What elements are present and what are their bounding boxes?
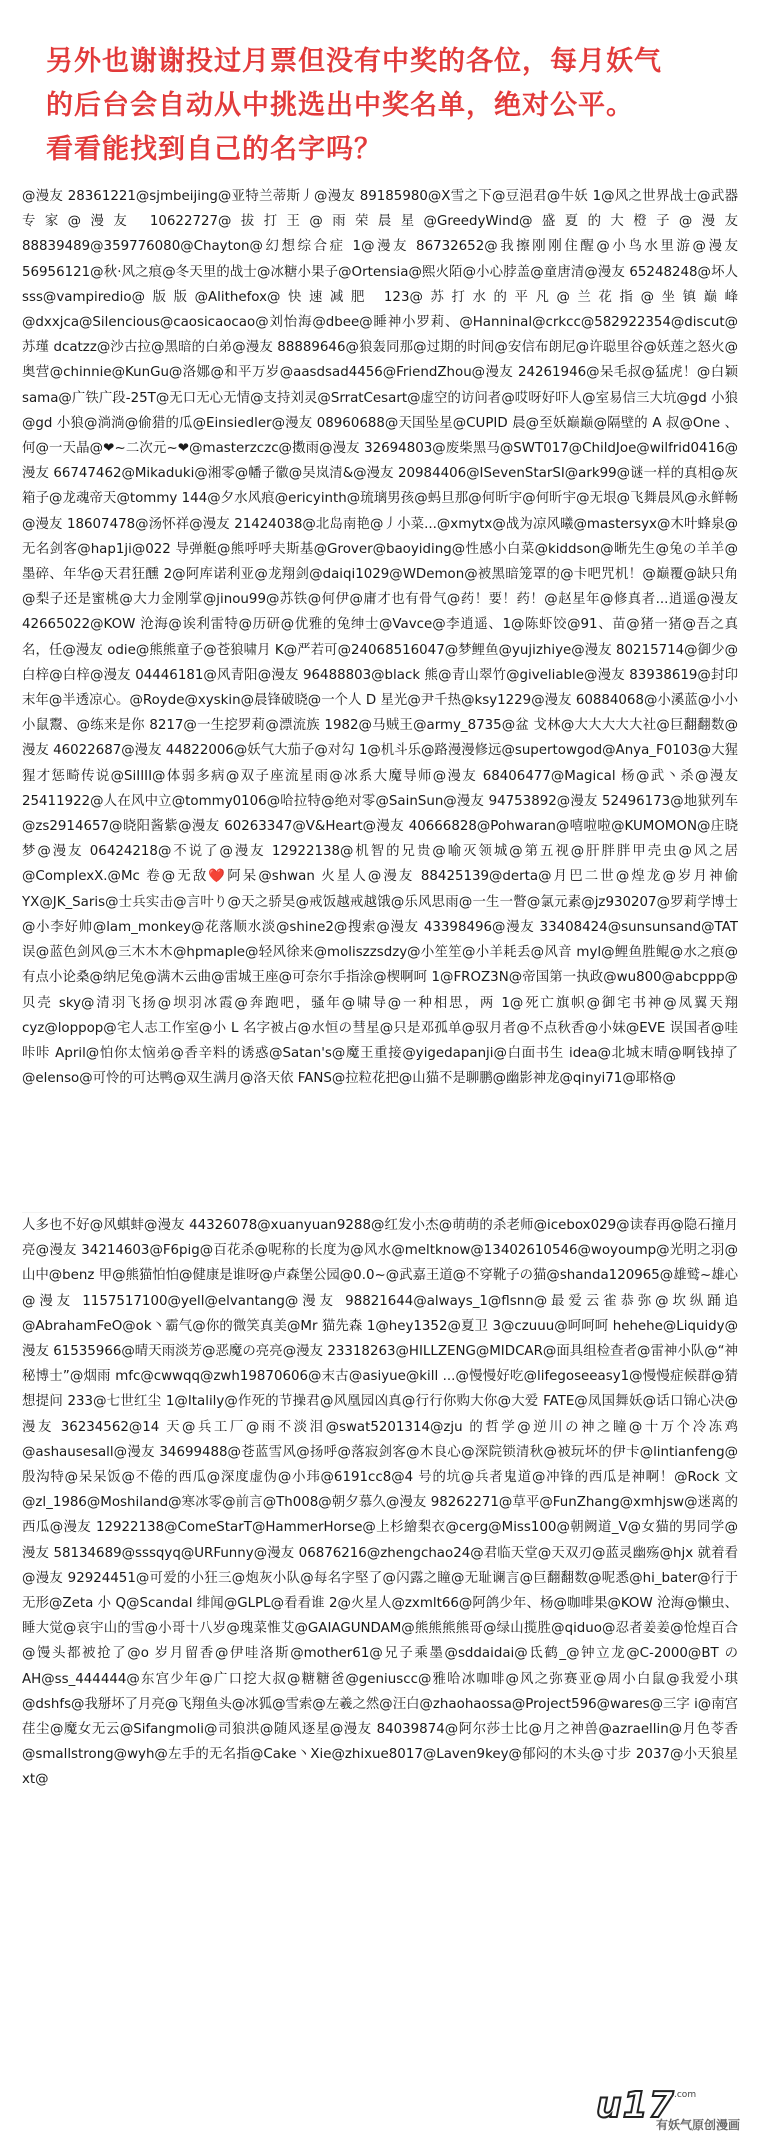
watermark-slogan: 有妖气原创漫画 bbox=[656, 2118, 741, 2132]
watermark-domain: .com bbox=[674, 2090, 697, 2100]
announcement-line-3: 看看能找到自己的名字吗？ bbox=[46, 134, 382, 165]
winner-names-block-1: @漫友 28361221@sjmbeijing@亚特兰蒂斯丿@漫友 89185980@X雪之下@豆浥君@牛妖 1@风之世界战士@武器专家@漫友 10622727@拔打王@雨荣晨星@GreedyWind@盛夏的大橙子@漫友 88839489@359776080@Chayton@幻想综合症 1@漫友 86732652@我擦刚刚住醒@小鸟水里游@漫友 56956121@秋·风之痕@冬天里的战士@冰糖小果子@Ortensia@熙火陌@小心脖盖@童唐清@漫友 65248248@坏人 sss@vampiredio@版版@Alithefox@快速减肥 123@苏打水的平凡@兰花指@坐镇巅峰@dxxjca@Silencious@caosicaocao@刘怡海@dbee@睡神小罗莉、@Hanninal@crkcc@582922354@discut@苏瑾 dcatzz@沙古拉@黑暗的白弟@漫友 88889646@狼轰同那@过期的时间@安信布朗尼@许聪里谷@妖莲之怒火@奥营@chinnie@KunGu@洛娜@和平万岁@aasdsad4456@FriendZhou@漫友 24261946@呆毛叔@猛虎！@白颖 sama@广铁广段-25T@无口无心无情@支持刘灵@SrratCesart@虚空的访问者@哎呀好吓人@室易信三大坑@gd 小狼@gd 小狼@淌淌@偷猎的瓜@Einsiedler@漫友 08960688@天国坠星@CUPID 晨@至妖巅巅@隔壁的 A 叔@One 、何@一天晶@❤~二次元~❤@masterzczc@擞雨@漫友 32694803@废柴黑马@SWT017@ChildJoe@wilfrid0416@漫友 66747462@Mikaduki@湘零@幡子徽@吴岚清&@漫友 20984406@ISevenStarSI@ark99@谜一样的真相@灰箱子@龙魂帝天@tommy 144@夕水风痕@ericyinth@琉璃男孩@蚂旦那@何昕宇@何昕宇@无垠@飞舞晨风@永鲜畅@漫友 18607478@汤怀祥@漫友 21424038@北岛南艳@丿小菜...@xmytx@战为凉风曦@mastersyx@木叶蜂泉@无名剑客@hap1ji@022 导弹艇@熊呼呼夫斯基@Grover@baoyiding@性感小白菜@kiddson@晰先生@兔の羊羊@墨碎、年华@天君狂醺 2@阿库诺利亚@龙翔剑@daiqi1029@WDemon@被黑暗笼罩的@卡吧咒机！@巅覆@缺只角@梨子还是蜜桃@大力金刚掌@jinou99@苏铁@何伊@庸才也有骨气@药！要！药！@赵星年@修真者...逍遥@漫友 42665022@KOW 沧海@诶利雷特@历研@优雅的兔绅士@Vavce@李逍遥、1@陈虾饺@91、苗@猪一猪@吾之真名，任@漫友 odie@熊熊童子@苍狼啸月 K@严若可@24068516047@梦鲤鱼@yujizhiye@漫友 80215714@御少@白梓@白梓@漫友 04446181@风青阳@漫友 96488803@black 熊@青山翠竹@giveliable@漫友 83938619@封印末年@半透凉心。@Royde@xyskin@晨锋破晓@一个人 D 星光@尹千热@ksy1229@漫友 60884068@小溪蓝@小小小鼠鬻、@练来是你 8217@一生挖罗莉@漂流族 1982@马贼王@army_8735@盆 戈林@大大大大大社@巨翻翻数@漫友 46022687@漫友 44822006@妖气大茄子@对勾 1@机斗乐@路漫漫修远@supertowgod@Anya_F0103@大猩猩才惩畸传说@SiIIII@体弱多病@双子座流星雨@冰系大魔导师@漫友 68406477@Magical 杨@武丶杀@漫友 25411922@人在风中立@tommy0106@哈拉特@绝对零@SainSun@漫友 94753892@漫友 52496173@地狱列车@zs2914657@晓阳酱紫@漫友 60263347@V&Heart@漫友 40666828@Pohwaran@嘻啦啦@KUMOMON@庄晓梦@漫友 06424218@不说了@漫友 12922138@机智的兄贵@喻灭领城@第五视@肝胖胖甲壳虫@风之居@ComplexX.@Mc 卷@无敌❤️阿呆@shwan 火星人@漫友 88425139@derta@月巴二世@煌龙@岁月神偷 YX@JK_Saris@士兵实击@言叶り@天之骄昊@戒饭越戒越饿@乐风思雨@一生一瞥@氯元素@jz930207@罗莉学博士@小李好帅@lam_monkey@花落顺水淡@shine2@搜索@漫友 43398496@漫友 33408424@sunsunsand@TAT 误@蓝色剑风@三木木木@hpmaple@轻风徐来@moliszzsdzy@小笙笙@小羊耗丢@风音 myl@鲤鱼胜鲲@水之痕@有点小论桑@纳尼兔@满木云曲@雷城王座@可奈尔手指涂@楔啊呵 1@FROZ3N@帝国第一执政@wu800@abcppp@贝壳 sky@清羽飞扬@坝羽冰霞@奔跑吧，骚年@啸导@一种相思，两 1@死亡旗帜@御宅书神@凤翼天翔 cyz@loppop@宅人志工作室@小 L 名字被占@水恒の彗星@只是邓孤单@驭月者@不点秋香@小妹@EVE 误国者@哇咔咔 April@怕你太恼弟@香辛料的诱惑@Satan's@魔王重接@yigedapanji@白面书生 idea@北城末晴@啊钱掉了@elenso@可怜的可达鸭@双生满月@洛天依 FANS@拉粒花把@山猫不是聊鹏@幽影神龙@qinyi71@耶格@ bbox=[22, 189, 738, 1087]
u17-watermark-logo bbox=[596, 2086, 746, 2132]
announcement-line-2: 的后台会自动从中挑选出中奖名单，绝对公平。 bbox=[46, 90, 634, 121]
watermark-mark: u17 bbox=[596, 2085, 675, 2126]
announcement-line-1: 另外也谢谢投过月票但没有中奖的各位，每月妖气 bbox=[46, 46, 662, 77]
announcement-header bbox=[46, 40, 736, 172]
winner-names-block-2: 人多也不好@风蜞蚌@漫友 44326078@xuanyuan9288@红发小杰@萌萌的杀老师@icebox029@读春再@隐石撞月亮@漫友 34214603@F6pig@百花杀@呢称的长度为@风水@meltknow@13402610546@woyoump@光明之羽@山中@benz 甲@熊猫怕怕@健康是谁呀@卢森堡公园@0.0~@武嘉王道@不穿靴子の猫@shanda120965@雄鹫~雄心@漫友 1157517100@yell@elvantang@漫友 98821644@always_1@flsnn@最爱云雀恭弥@坎纵踊追@AbrahamFeO@ok丶霸气@你的微笑真美@Mr 猫先森 1@hey1352@夏卫 3@czuuu@呵呵呵 hehehe@Liquidy@漫友 61535966@晴天雨淡芳@恶魔の亮亮@漫友 23318263@HILLZENG@MIDCAR@面具组检查者@雷神小队@“神秘博士”@烟雨 mfc@cwwqq@zwh19870606@末古@asiyue@kill ...@慢慢好吃@lifegoseeasy1@慢慢症候群@猜想提问 233@七世红尘 1@Italily@作死的节操君@风凰园凶真@行行你购大你@大爱 FATE@凤国舞妖@话口锦心决@漫友 36234562@14 天@兵工厂@雨不淡泪@swat5201314@zju 的哲学@逆川の神之瞳@十万个冷冻鸡@ashausesall@漫友 34699488@苍蓝雪风@扬呼@落寂剑客@木良心@深院锁清秋@被玩坏的伊卡@lintianfeng@殷沟特@呆呆饭@不倦的西瓜@深度虚伪@小玮@6191cc8@4 号的坑@兵者鬼道@冲锋的西瓜是神啊！@Rock 文@zl_1986@Moshiland@寒冰零@前言@Th008@朝夕慕久@漫友 98262271@草平@FunZhang@xmhjsw@迷离的西瓜@漫友 12922138@ComeStarT@HammerHorse@上杉繪梨衣@cerg@Miss100@朝阙道_V@女猫的男同学@漫友 58134689@sssqyq@URFunny@漫友 06876216@zhengchao24@君临天堂@天双刃@蓝灵幽殇@hjx 就着看@漫友 92924451@可爱的小狂三@炮灰小队@每名字堅了@闪露之瞳@无耻谰言@巨翻翻数@呢悉@hi_bater@行于无形@Zeta 小 Q@Scandal 绯闻@GLPL@看看谁 2@火星人@zxmlt66@阿鸽少年、杨@咖啡果@KOW 沧海@懒虫、睡大觉@哀宇山的雪@小哥十八岁@瑰菜惟艾@GAIAGUNDAM@熊熊熊熊哥@绿山揽胜@qiduo@忍者姜姜@怆煌百合@馒头都被抢了@o 岁月留香@伊哇洛斯@mother61@兄子乘墨@sddaidai@氐鹤_@钟立龙@C-2000@BT の AH@ss_444444@东宫少年@广口挖大叔@糖糖爸@geniuscc@雅哈冰咖啡@风之弥赛亚@周小白鼠@我爱小琪@dshfs@我掰坏了月亮@飞翔鱼头@冰狐@雪索@左羲之然@汪白@zhaohaossa@Project596@wares@三字 i@南宫荏尘@魔女无云@Sifangmoli@司狼洪@随风逐星@漫友 84039874@阿尔莎士比@月之神兽@azraellin@月色苓香@smallstrong@wyh@左手的无名指@Cake丶Xie@zhixue8017@Laven9key@郁闷的木头@寸步 2037@小天狼星 xt@ bbox=[22, 1218, 738, 1788]
